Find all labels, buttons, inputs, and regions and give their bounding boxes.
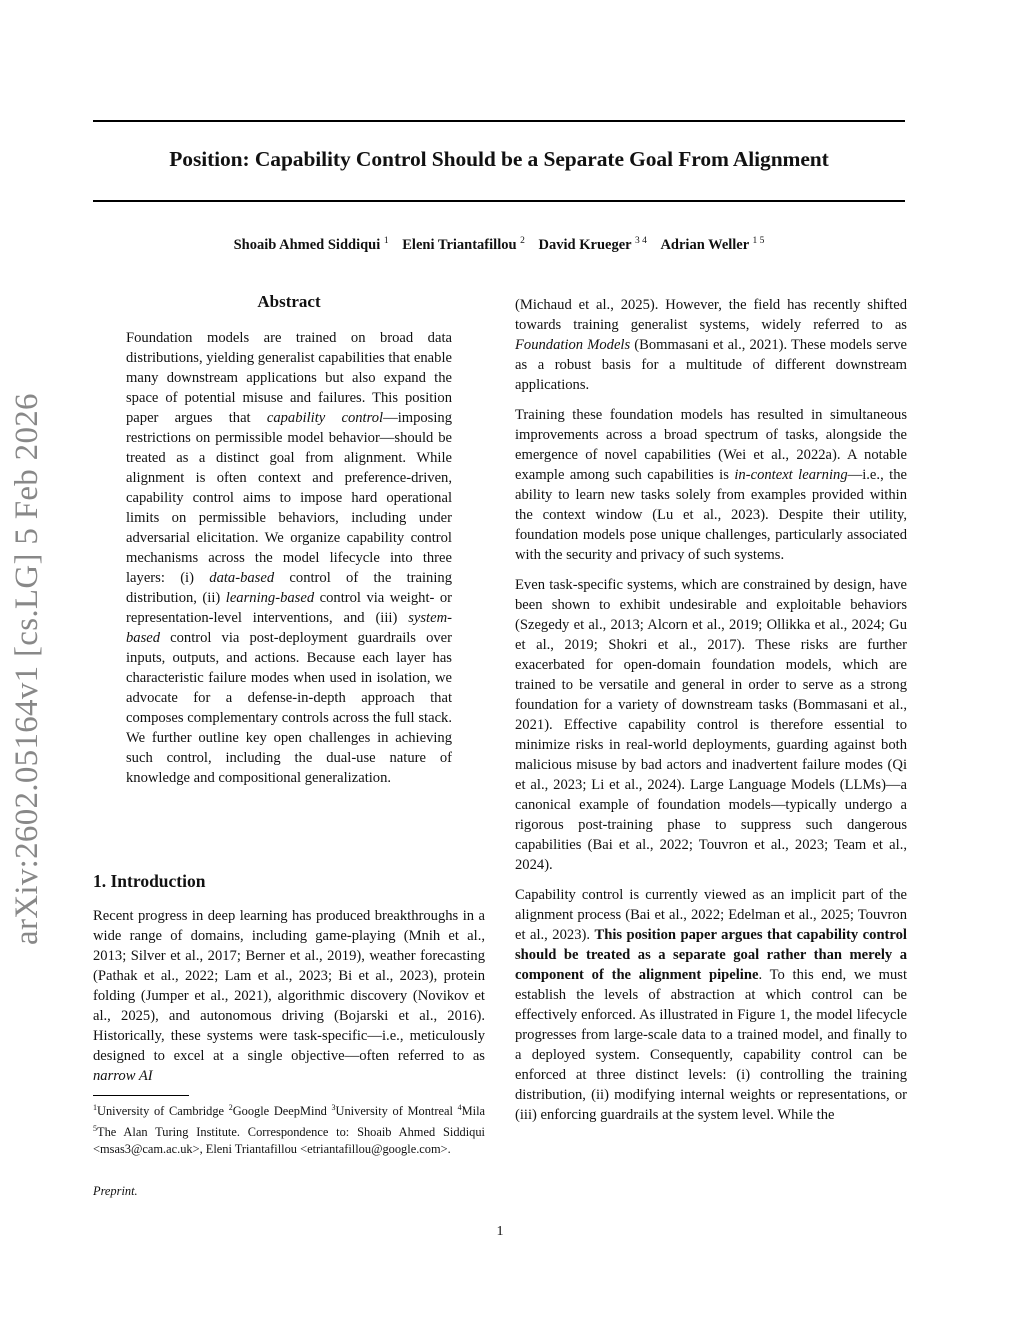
- title-top-rule: [93, 120, 905, 122]
- title-bottom-rule: [93, 200, 905, 202]
- author: Adrian Weller $^{1 5}$: [660, 236, 765, 253]
- right-column: [515, 295, 907, 1135]
- page-number: 1: [496, 1224, 504, 1239]
- preprint-label: Preprint.: [93, 1184, 138, 1198]
- intro-paragraph: Capability control is currently viewed as an implicit part of the alignment process (Bai et al., 2022; Edelman et al., 2025; Touvron et al., 2023). This position paper argues that capability control should be treated as a separate goal rather than merely a component of the alignment pipeline. To this end, we must establish the levels of abstraction at which control can be effectively enforced. As illustrated in Figure 1, the model lifecycle progresses from large-scale data to a trained model, and finally to a deployed system. Consequently, capability control can be enforced at three distinct levels: (i) controlling the training distribution, (ii) modifying internal weights or representations, or (iii) enforcing guardrails at the system level. While the: [515, 887, 908, 1123]
- author: Eleni Triantafillou $^2$: [402, 236, 525, 253]
- intro-paragraph: Recent progress in deep learning has produced breakthroughs in a wide range of domains, including game-playing (Mnih et al., 2013; Silver et al., 2017; Berner et al., 2019), weather forecasting (Pathak et al., 2022; Lam et al., 2023; Bi et al., 2023), protein folding (Jumper et al., 2021), algorithmic discovery (Novikov et al., 2025), and autonomous driving (Bojarski et al., 2016). Historically, these systems were task-specific—i.e., meticulously designed to excel at a single objective—often referred to as narrow AI: [93, 908, 485, 1084]
- paper-title: Position: Capability Control Should be a Separate Goal From Alignment: [169, 147, 829, 171]
- author: David Krueger $^{3 4}$: [538, 236, 647, 253]
- intro-paragraph: Training these foundation models has resulted in simultaneous improvements across a broad spectrum of tasks, alongside the emergence of novel capabilities (Wei et al., 2022a). A notable example among such capabilities is in-context learning—i.e., the ability to learn new tasks solely from examples provided within the context window (Lu et al., 2023). Despite their utility, foundation models pose unique challenges, particularly associated with the security and privacy of such systems.: [515, 407, 907, 563]
- affiliation-footnote: $^1$University of Cambridge $^2$Google DeepMind $^3$University of Montreal $^4$Mila $^5$The Alan Turing Institute. Correspondence to: Shoaib Ahmed Siddiqui <msas3@cam.ac.uk>, Eleni Triantafillou <etriantafillou@google.com>.: [93, 1103, 486, 1157]
- intro-paragraph: Even task-specific systems, which are constrained by design, have been shown to exhibit undesirable and exploitable behaviors (Szegedy et al., 2013; Alcorn et al., 2019; Ollikka et al., 2024; Gu et al., 2019; Shokri et al., 2017). These risks are further exacerbated for open-domain foundation models, which are trained to be versatile and general in order to serve as a strong foundation for a variety of downstream tasks (Bommasani et al., 2021). Effective capability control is therefore essential to minimize risks in real-world deployments, guarding against both malicious misuse by bad actors and inadvertent failure modes (Qi et al., 2023; Li et al., 2024). Large Language Models (LLMs)—a canonical example of foundation models—typically undergo a rigorous post-training phase to suppress such dangerous capabilities (Bai et al., 2022; Touvron et al., 2023; Team et al., 2024).: [515, 577, 907, 873]
- footnote-rule: [93, 1095, 189, 1096]
- abstract-heading: Abstract: [257, 292, 321, 311]
- author: Shoaib Ahmed Siddiqui $^1$: [233, 236, 389, 253]
- intro-paragraph: (Michaud et al., 2025). However, the field has recently shifted towards training generalist systems, widely referred to as Foundation Models (Bommasani et al., 2021). These models serve as a robust basis for a multitude of different downstream applications.: [515, 297, 907, 393]
- abstract-body: Foundation models are trained on broad data distributions, yielding generalist capabilities that enable many downstream applications but also expand the space of potential misuse and failures. This position paper argues that capability control—imposing restrictions on permissible model behavior—should be treated as a distinct goal from alignment. While alignment is often context and preference-driven, capability control aims to impose hard operational limits on permissible behaviors, including under adversarial elicitation. We organize capability control mechanisms across the model lifecycle into three layers: (i) data-based control of the training distribution, (ii) learning-based control via weight- or representation-level interventions, and (iii) system-based control via post-deployment guardrails over inputs, outputs, and actions. Because each layer has characteristic failure modes when used in isolation, we advocate for a defense-in-depth approach that composes complementary controls across the full stack. We further outline key open challenges in achieving such control, including the dual-use nature of knowledge and compositional generalization.: [126, 330, 453, 786]
- author-list: [93, 236, 905, 254]
- section-heading-introduction: 1. Introduction: [93, 871, 206, 891]
- arxiv-identifier-stamp: arXiv:2602.05164v1 [cs.LG] 5 Feb 2026: [9, 393, 45, 945]
